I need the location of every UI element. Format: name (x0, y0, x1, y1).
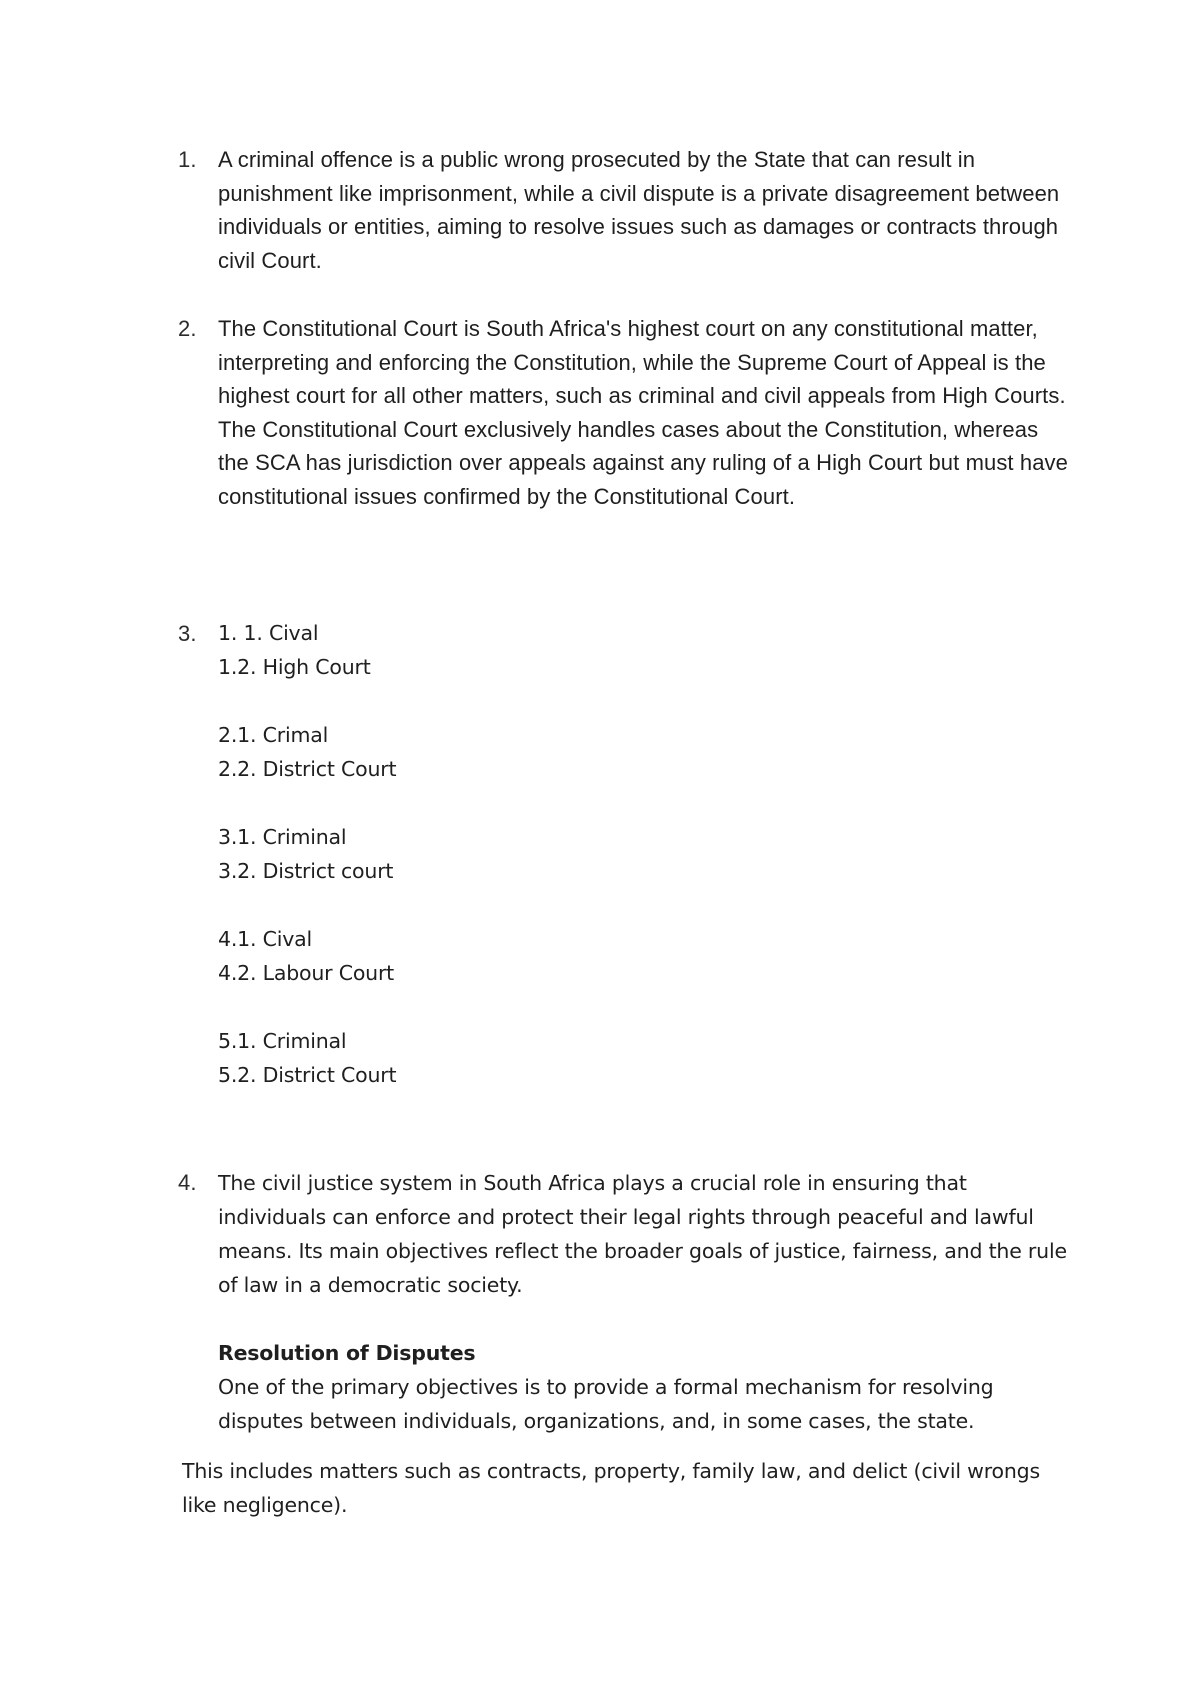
sublist-line: 2.1. Crimal (218, 723, 329, 747)
sublist-line: 4.2. Labour Court (218, 961, 395, 985)
sublist-line: 3.2. District court (218, 859, 394, 883)
court-classification-list (218, 617, 1068, 1093)
list-number: 2. (178, 316, 197, 341)
list-item-text: A criminal offence is a public wrong prosecuted by the State that can result in punishment like imprisonment, while a civil dispute is a private disagreement between individuals or entities, aiming to resolve issues such as damages or contracts through civil Court. (218, 147, 1060, 273)
sublist-line: 2.2. District Court (218, 757, 397, 781)
section-text: One of the primary objectives is to provide a formal mechanism for resolving disputes between individuals, organizations, and, in some cases, the state. (218, 1375, 994, 1433)
section-heading: Resolution of Disputes (218, 1341, 476, 1365)
civil-justice-intro: The civil justice system in South Africa plays a crucial role in ensuring that individuals can enforce and protect their legal rights through peaceful and lawful means. Its main objectives reflect the broader goals of justice, fairness, and the rule of law in a democratic society. (218, 1171, 1067, 1297)
sublist-line: 5.1. Criminal (218, 1029, 347, 1053)
list-number: 1. (178, 147, 197, 172)
sublist-line: 1.2. High Court (218, 655, 371, 679)
sublist-line: 4.1. Cival (218, 927, 313, 951)
sublist-line: 3.1. Criminal (218, 825, 347, 849)
list-item-text: The Constitutional Court is South Africa's highest court on any constitutional matter, interpreting and enforcing the Constitution, while the Supreme Court of Appeal is the highest court for all other matters, such as criminal and civil appeals from High Courts. The Constitutional Court exclusively handles cases about the Constitution, whereas the SCA has jurisdiction over appeals against any ruling of a High Court but must have constitutional issues confirmed by the Constitutional Court. (218, 316, 1068, 509)
closing-paragraph: This includes matters such as contracts, property, family law, and delict (civil wrongs like negligence). (182, 1459, 1040, 1517)
list-number: 3. (178, 621, 197, 646)
sublist-line: 5.2. District Court (218, 1063, 397, 1087)
list-number: 4. (178, 1170, 197, 1195)
sublist-line: 1. 1. Cival (218, 621, 319, 645)
resolution-section (218, 1336, 1068, 1438)
